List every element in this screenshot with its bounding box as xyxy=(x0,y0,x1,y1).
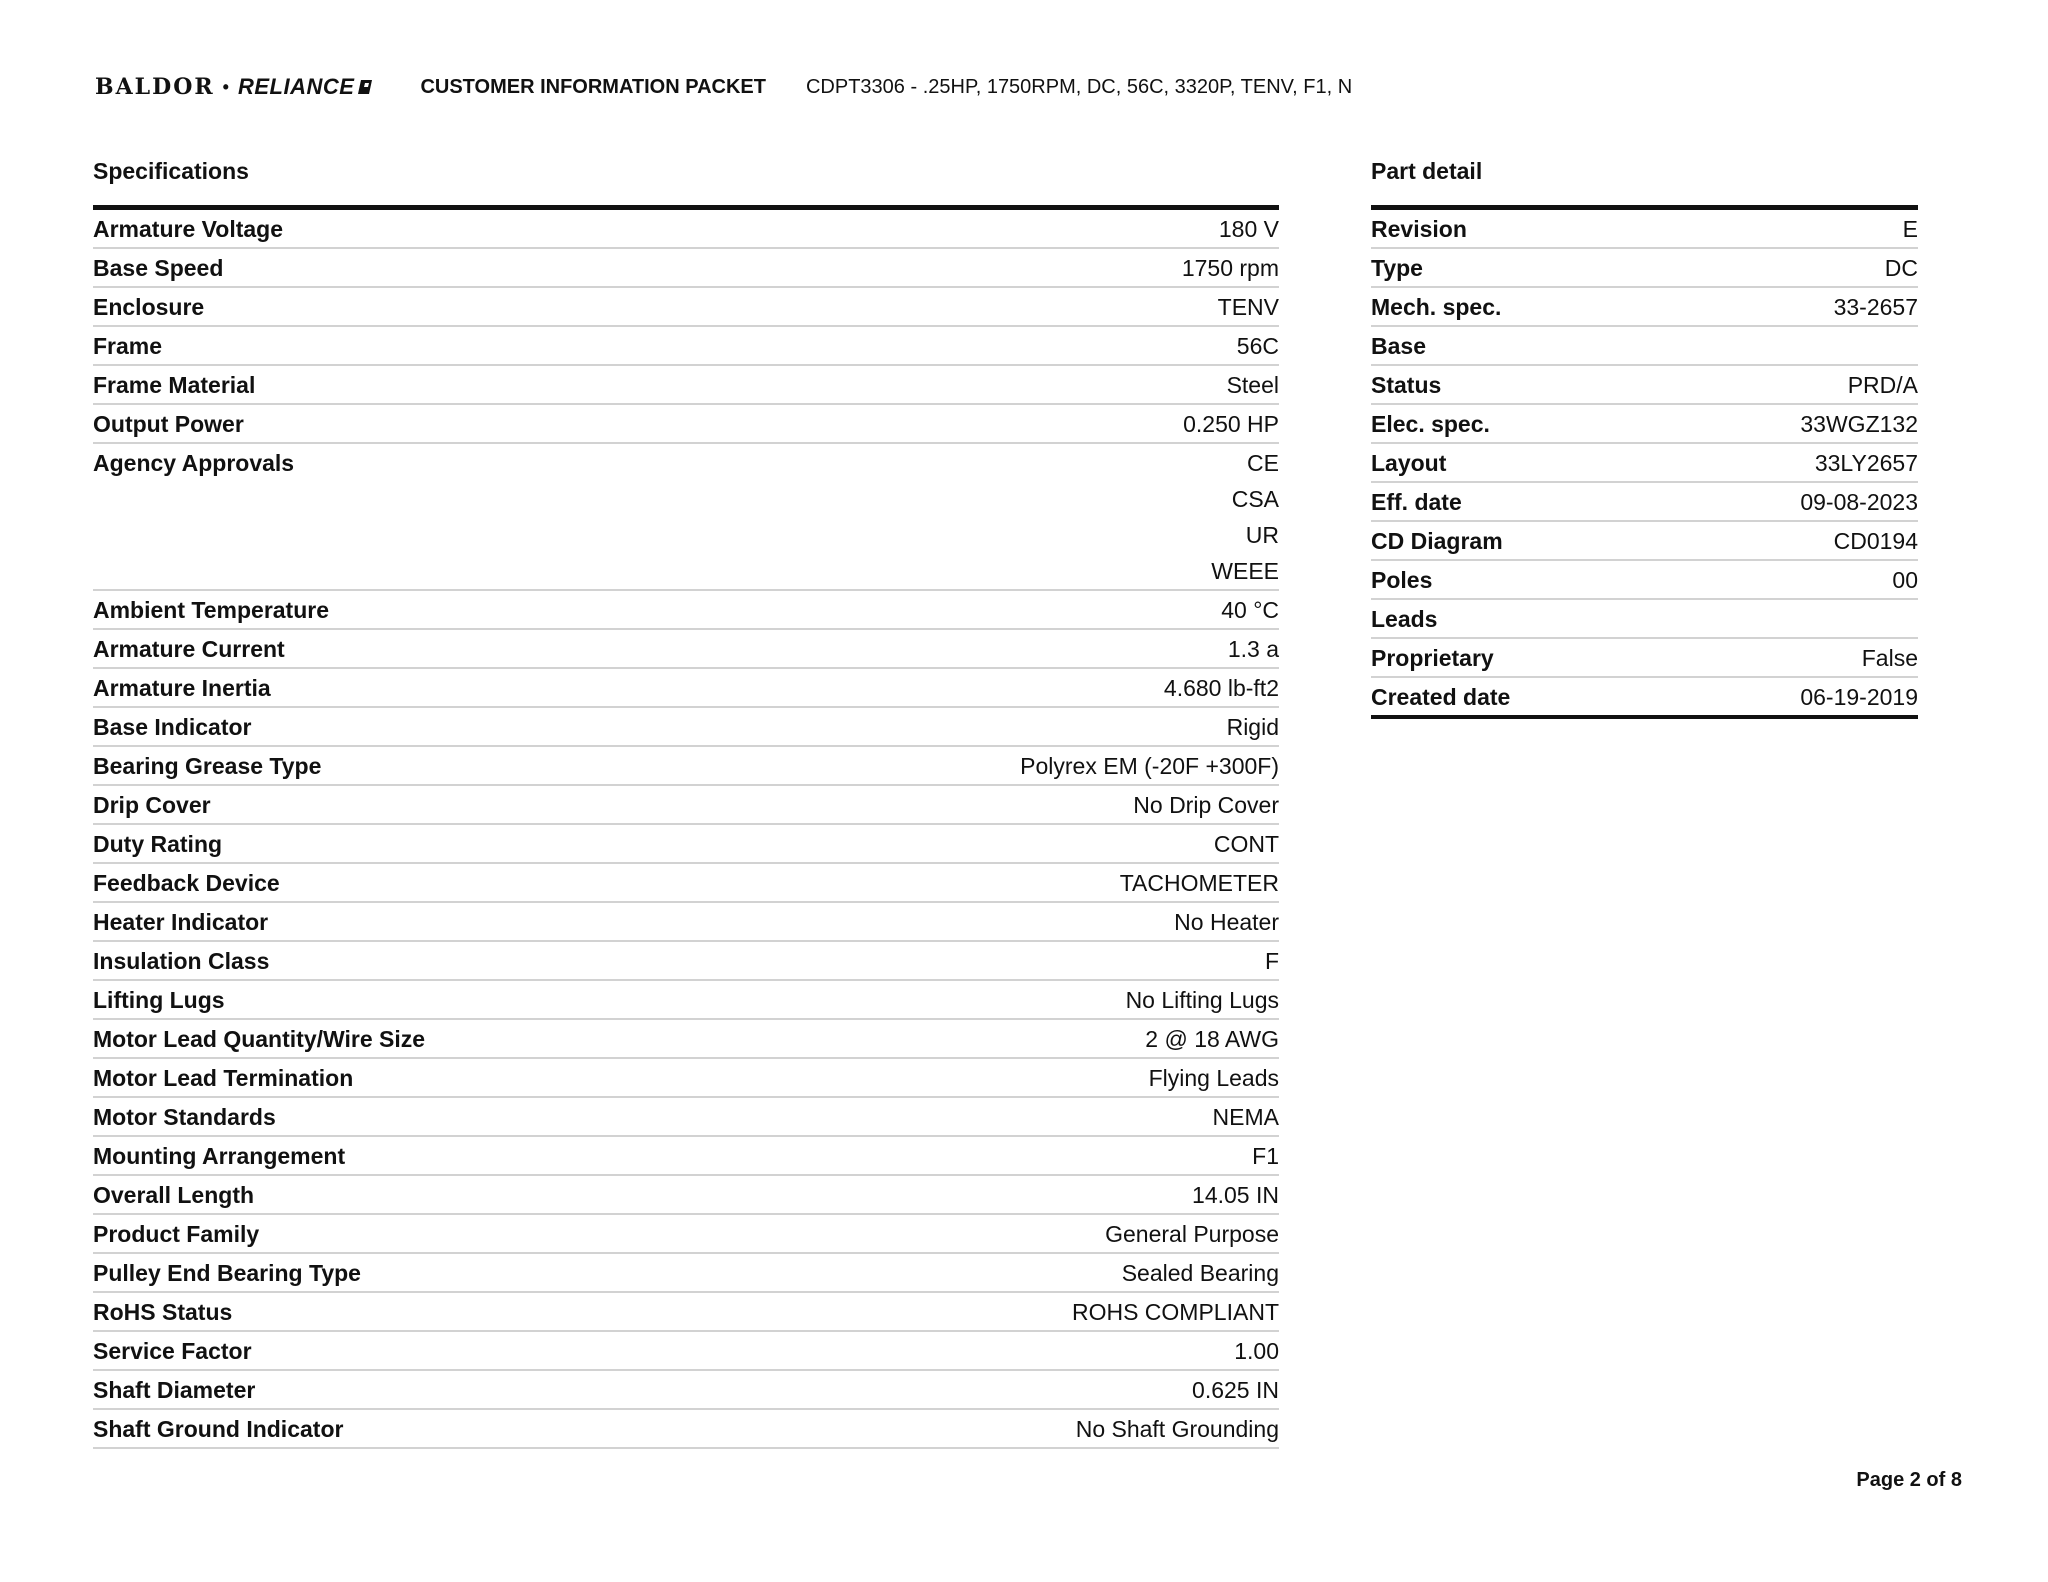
spec-label: Insulation Class xyxy=(93,948,270,974)
spec-values xyxy=(1227,366,1279,403)
spec-label: Lifting Lugs xyxy=(93,987,225,1013)
spec-row xyxy=(93,825,1279,864)
part-label: CD Diagram xyxy=(1371,528,1503,554)
spec-row xyxy=(93,288,1279,327)
spec-label: Feedback Device xyxy=(93,870,280,896)
part-row xyxy=(1371,678,1918,715)
spec-values xyxy=(1182,249,1279,286)
spec-values xyxy=(1192,1176,1279,1213)
part-label: Layout xyxy=(1371,450,1447,476)
spec-value: F1 xyxy=(1252,1143,1279,1169)
spec-values xyxy=(1213,1098,1279,1135)
product-description: CDPT3306 - .25HP, 1750RPM, DC, 56C, 3320P, TENV, F1, N xyxy=(805,75,1353,98)
spec-row xyxy=(93,1020,1279,1059)
spec-value: No Heater xyxy=(1174,909,1279,935)
spec-label: Drip Cover xyxy=(93,792,211,818)
part-row xyxy=(1371,405,1918,444)
spec-value: No Drip Cover xyxy=(1133,792,1279,818)
spec-value: ROHS COMPLIANT xyxy=(1071,1299,1279,1325)
spec-values xyxy=(1105,1215,1279,1252)
part-row xyxy=(1371,210,1918,249)
spec-values xyxy=(1145,1020,1279,1057)
spec-values xyxy=(1076,1410,1279,1447)
spec-values xyxy=(1211,444,1279,589)
spec-label: Frame xyxy=(93,333,163,359)
part-label: Base xyxy=(1371,333,1426,359)
spec-value: CSA xyxy=(1231,486,1279,512)
spec-label: Overall Length xyxy=(93,1182,255,1208)
part-label: Revision xyxy=(1371,216,1467,242)
part-value: E xyxy=(1902,216,1918,242)
spec-values xyxy=(1265,942,1279,979)
spec-row xyxy=(93,249,1279,288)
spec-values xyxy=(1174,903,1279,940)
part-value: 09-08-2023 xyxy=(1800,489,1918,515)
spec-value: 180 V xyxy=(1218,216,1279,242)
spec-row xyxy=(93,366,1279,405)
spec-label: Motor Standards xyxy=(93,1104,276,1130)
spec-values xyxy=(1072,1293,1279,1330)
spec-values xyxy=(1192,1371,1279,1408)
part-label: Eff. date xyxy=(1371,489,1462,515)
spec-label: Agency Approvals xyxy=(93,450,295,476)
part-value: DC xyxy=(1884,255,1918,281)
spec-label: Base Indicator xyxy=(93,714,252,740)
spec-label: Motor Lead Quantity/Wire Size xyxy=(93,1026,426,1052)
spec-value: 1.3 a xyxy=(1227,636,1279,662)
spec-value: TENV xyxy=(1217,294,1279,320)
logo-mark-icon xyxy=(358,79,372,95)
part-row xyxy=(1371,444,1918,483)
part-label: Elec. spec. xyxy=(1371,411,1490,437)
spec-label: Shaft Ground Indicator xyxy=(93,1416,344,1442)
part-value: 06-19-2019 xyxy=(1800,684,1918,710)
spec-value: UR xyxy=(1245,522,1279,548)
part-row xyxy=(1371,249,1918,288)
spec-value: CE xyxy=(1247,450,1279,476)
part-value: 33-2657 xyxy=(1833,294,1918,320)
spec-values xyxy=(1228,630,1279,667)
spec-value: General Purpose xyxy=(1105,1221,1279,1247)
spec-label: Product Family xyxy=(93,1221,260,1247)
part-label: Created date xyxy=(1371,684,1511,710)
page-header xyxy=(95,72,1352,102)
spec-value: No Lifting Lugs xyxy=(1125,987,1279,1013)
spec-values xyxy=(1227,708,1279,745)
spec-value: Sealed Bearing xyxy=(1121,1260,1279,1286)
spec-row xyxy=(93,1137,1279,1176)
spec-label: Service Factor xyxy=(93,1338,252,1364)
logo-baldor-text: BALDOR xyxy=(95,74,215,100)
spec-values xyxy=(1218,288,1279,325)
spec-row xyxy=(93,864,1279,903)
spec-label: Heater Indicator xyxy=(93,909,269,935)
spec-value: WEEE xyxy=(1211,558,1279,584)
spec-values xyxy=(1237,327,1279,364)
part-row xyxy=(1371,327,1918,366)
spec-label: Output Power xyxy=(93,411,244,437)
spec-row xyxy=(93,1176,1279,1215)
spec-row xyxy=(93,630,1279,669)
part-value: 33WGZ132 xyxy=(1800,411,1918,437)
specifications-table xyxy=(93,205,1279,1449)
part-row xyxy=(1371,288,1918,327)
spec-value: 0.250 HP xyxy=(1183,411,1279,437)
part-label: Leads xyxy=(1371,606,1438,632)
part-detail-title: Part detail xyxy=(1371,158,1483,184)
part-row xyxy=(1371,561,1918,600)
part-row xyxy=(1371,600,1918,639)
spec-value: 0.625 IN xyxy=(1192,1377,1279,1403)
spec-label: Frame Material xyxy=(93,372,256,398)
spec-label: Enclosure xyxy=(93,294,205,320)
spec-label: Mounting Arrangement xyxy=(93,1143,346,1169)
spec-row xyxy=(93,1410,1279,1449)
spec-label: Pulley End Bearing Type xyxy=(93,1260,361,1286)
spec-row xyxy=(93,444,1279,591)
part-row xyxy=(1371,522,1918,561)
spec-row xyxy=(93,327,1279,366)
spec-values xyxy=(1234,1332,1279,1369)
spec-label: Ambient Temperature xyxy=(93,597,330,623)
spec-row xyxy=(93,591,1279,630)
part-value: False xyxy=(1861,645,1918,671)
spec-row xyxy=(93,669,1279,708)
spec-value: Steel xyxy=(1226,372,1279,398)
spec-values xyxy=(1219,210,1279,247)
spec-value: 4.680 lb-ft2 xyxy=(1163,675,1279,701)
spec-value: 40 °C xyxy=(1221,597,1279,623)
spec-value: TACHOMETER xyxy=(1119,870,1279,896)
spec-row xyxy=(93,1293,1279,1332)
spec-values xyxy=(1133,786,1279,823)
spec-label: Base Speed xyxy=(93,255,224,281)
part-detail-table xyxy=(1371,205,1918,719)
spec-row xyxy=(93,747,1279,786)
part-value: 33LY2657 xyxy=(1814,450,1918,476)
part-label: Poles xyxy=(1371,567,1433,593)
spec-value: No Shaft Grounding xyxy=(1075,1416,1279,1442)
spec-values xyxy=(1164,669,1279,706)
spec-row xyxy=(93,903,1279,942)
spec-value: Flying Leads xyxy=(1148,1065,1279,1091)
packet-title: CUSTOMER INFORMATION PACKET xyxy=(420,75,766,98)
part-label: Proprietary xyxy=(1371,645,1494,671)
spec-values xyxy=(1120,864,1279,901)
spec-value: 56C xyxy=(1236,333,1279,359)
spec-row xyxy=(93,210,1279,249)
spec-row xyxy=(93,1215,1279,1254)
spec-label: Shaft Diameter xyxy=(93,1377,256,1403)
spec-values xyxy=(1252,1137,1279,1174)
specifications-title: Specifications xyxy=(93,158,249,184)
spec-value: 1.00 xyxy=(1234,1338,1279,1364)
spec-row xyxy=(93,1059,1279,1098)
part-row xyxy=(1371,483,1918,522)
spec-values xyxy=(1214,825,1279,862)
spec-label: Armature Current xyxy=(93,636,285,662)
part-label: Type xyxy=(1371,255,1423,281)
spec-row xyxy=(93,1098,1279,1137)
spec-row xyxy=(93,942,1279,981)
spec-label: RoHS Status xyxy=(93,1299,233,1325)
spec-values xyxy=(1183,405,1279,442)
page-number: Page 2 of 8 xyxy=(1856,1469,1962,1491)
part-row xyxy=(1371,366,1918,405)
spec-label: Duty Rating xyxy=(93,831,223,857)
spec-row xyxy=(93,981,1279,1020)
logo-reliance-text: RELIANCE xyxy=(237,74,355,99)
spec-values xyxy=(1126,981,1279,1018)
spec-label: Motor Lead Termination xyxy=(93,1065,354,1091)
logo-separator: • xyxy=(222,76,230,97)
spec-row xyxy=(93,786,1279,825)
spec-row xyxy=(93,708,1279,747)
spec-label: Armature Inertia xyxy=(93,675,271,701)
spec-values xyxy=(1221,591,1279,628)
part-row xyxy=(1371,639,1918,678)
spec-value: 14.05 IN xyxy=(1192,1182,1279,1208)
part-label: Status xyxy=(1371,372,1442,398)
spec-row xyxy=(93,405,1279,444)
spec-label: Armature Voltage xyxy=(93,216,284,242)
part-value: 00 xyxy=(1892,567,1918,593)
spec-label: Bearing Grease Type xyxy=(93,753,322,779)
spec-values xyxy=(1020,747,1279,784)
spec-value: Rigid xyxy=(1226,714,1279,740)
spec-row xyxy=(93,1332,1279,1371)
spec-value: 1750 rpm xyxy=(1181,255,1279,281)
spec-value: Polyrex EM (-20F +300F) xyxy=(1020,753,1279,779)
spec-row xyxy=(93,1371,1279,1410)
part-label: Mech. spec. xyxy=(1371,294,1502,320)
spec-value: F xyxy=(1264,948,1279,974)
part-value: CD0194 xyxy=(1833,528,1918,554)
spec-values xyxy=(1122,1254,1279,1291)
spec-values xyxy=(1149,1059,1279,1096)
spec-row xyxy=(93,1254,1279,1293)
spec-value: 2 @ 18 AWG xyxy=(1145,1026,1279,1052)
part-value: PRD/A xyxy=(1847,372,1918,398)
spec-value: CONT xyxy=(1213,831,1279,857)
brand-logo xyxy=(95,74,372,100)
spec-value: NEMA xyxy=(1212,1104,1279,1130)
